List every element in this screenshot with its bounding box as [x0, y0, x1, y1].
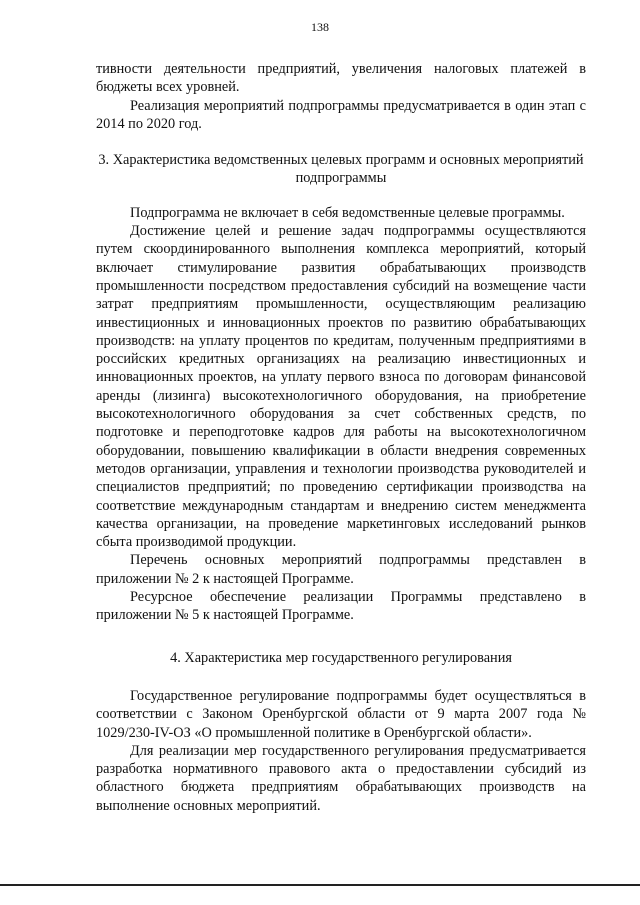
- section-4-title: 4. Характеристика мер государственного регулирования: [170, 649, 512, 666]
- section-3-paragraph: Достижение целей и решение задач подпрограммы осуществляются путем скоординированного выполнения комплекса мероприятий, который включает стимулирование развития обрабатывающих производств промышленности посредством предоставления субсидий на возмещение части затрат предприятиям промышленности, осуществляющим реализацию инвестиционных и инновационных проектов по развитию обрабатывающих производств: на уплату процентов по кредитам, полученным предприятиями в российских кредитных организациях на реализацию инвестиционных и инновационных проектов, на уплату первого взноса по договорам финансовой аренды (лизинга) высокотехнологичного оборудования, на приобретение высокотехнологичного оборудования за счет собственных средств, по подготовке и переподготовке кадров для работы на высокотехнологичном оборудовании, повышению квалификации в области внедрения современных методов организации, управления и технологии производства руководителей и специалистов предприятий; по проведению сертификации производства на соответствие международным стандартам и внедрению систем менеджмента качества организации, на проведение маркетинговых исследований рынков сбыта производимой продукции.: [96, 223, 586, 551]
- bottom-rule: [0, 884, 640, 886]
- document-body: [96, 60, 586, 815]
- page-number: 138: [311, 20, 329, 34]
- section-4-paragraph: Для реализации мер государственного регулирования предусматривается разработка нормативного правового акта о предоставлении субсидий из областного бюджета предприятиям обрабатывающих производств на выполнение основных мероприятий.: [96, 742, 586, 814]
- paragraph-continuation: тивности деятельности предприятий, увеличения налоговых платежей в бюджеты всех уровней.: [96, 61, 586, 96]
- section-3-paragraph: Перечень основных мероприятий подпрограммы представлен в приложении № 2 к настоящей Программе.: [96, 552, 586, 587]
- section-3-paragraph: Ресурсное обеспечение реализации Программы представлено в приложении № 5 к настоящей Программе.: [96, 589, 586, 624]
- section-3-paragraph: Подпрограмма не включает в себя ведомственные целевые программы.: [130, 204, 565, 221]
- section-3-title: 3. Характеристика ведомственных целевых программ и основных мероприятий подпрограммы: [98, 152, 584, 187]
- paragraph-implementation-period: Реализация мероприятий подпрограммы предусматривается в один этап с 2014 по 2020 год.: [96, 97, 586, 132]
- section-4-paragraph: Государственное регулирование подпрограммы будет осуществляться в соответствии с Законом Оренбургской области от 9 марта 2007 года № 1029/230-IV-ОЗ «О промышленной политике в Оренбургской области».: [96, 687, 586, 741]
